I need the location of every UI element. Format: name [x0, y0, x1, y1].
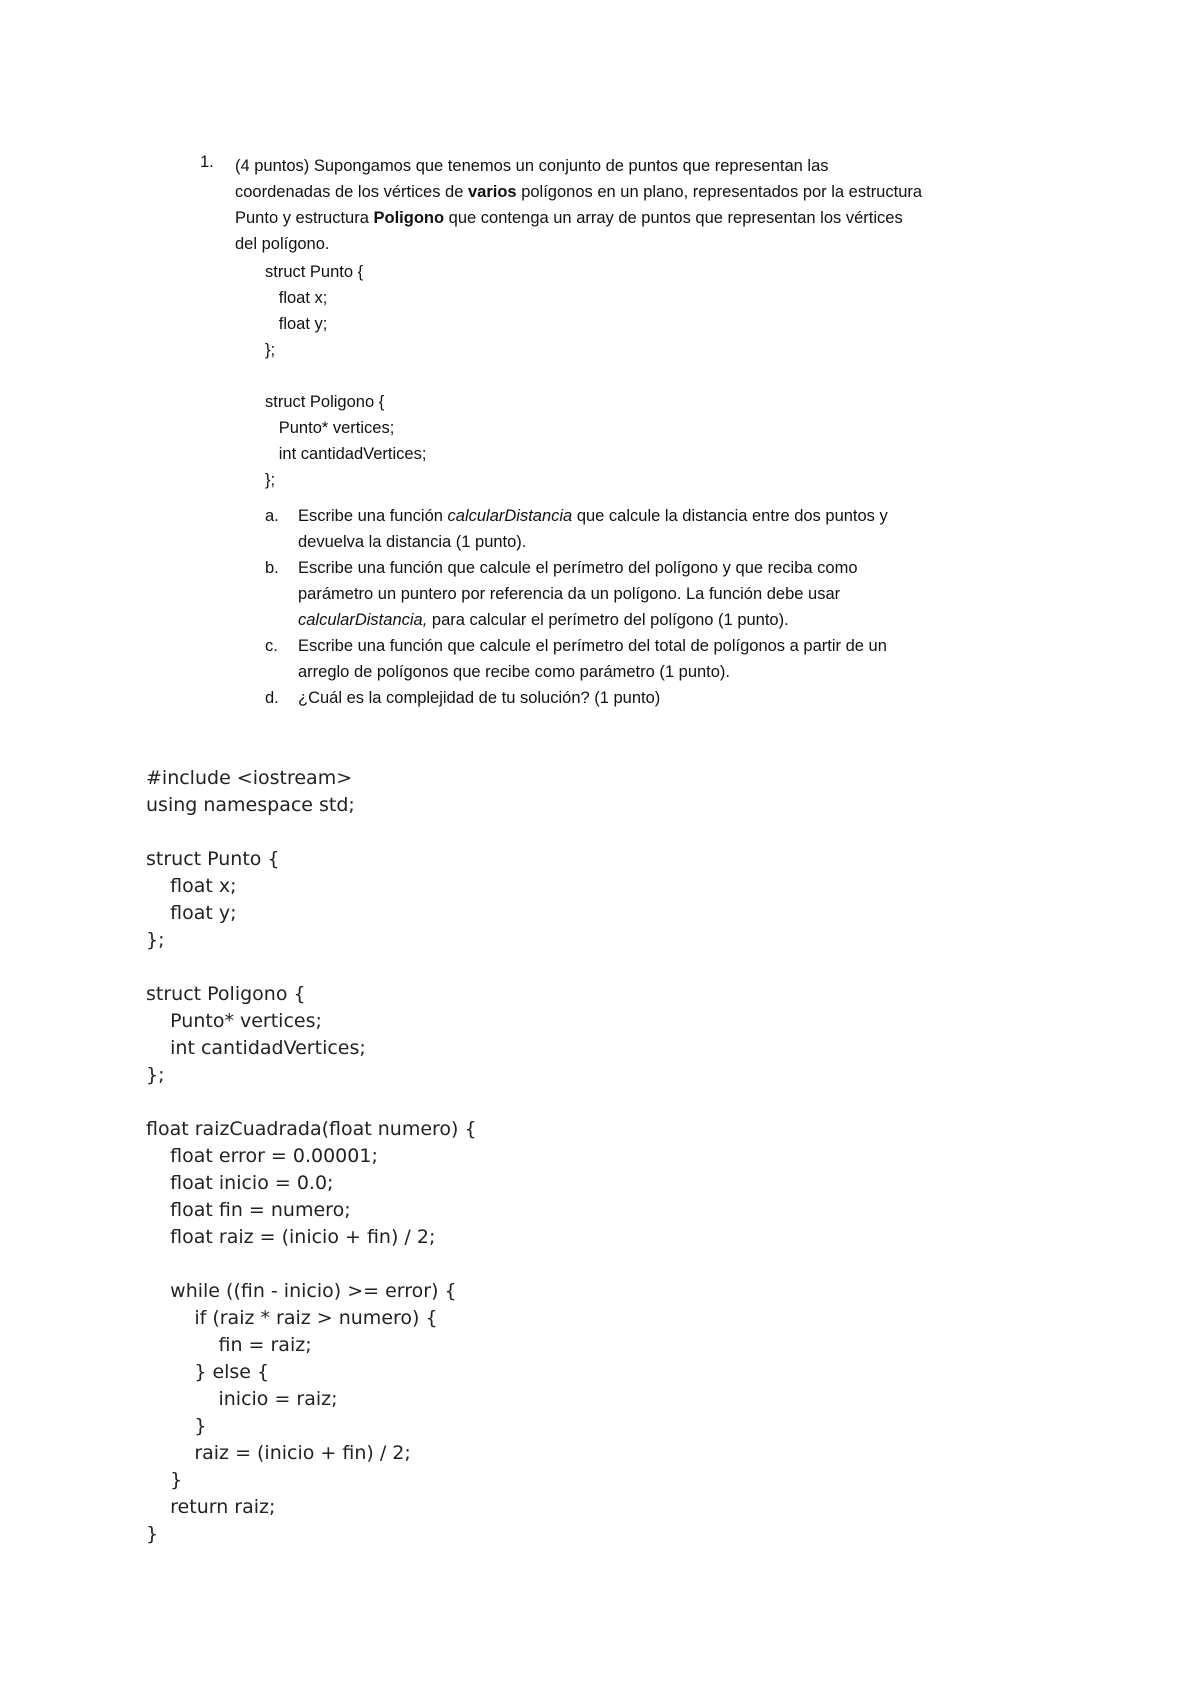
code-line: struct Poligono { [146, 983, 306, 1005]
italic-text: calcularDistancia [447, 507, 573, 525]
code-line: Punto* vertices; [146, 1010, 322, 1032]
subitem-line [298, 659, 887, 685]
text-run: (4 puntos) Supongamos que tenemos un conjunto de puntos que representan las [235, 157, 829, 175]
question-intro-line [235, 205, 922, 231]
bold-text: varios [467, 183, 517, 201]
code-line: float fin = numero; [146, 1199, 351, 1221]
code-line: float raizCuadrada(float numero) { [146, 1118, 477, 1140]
code-line: float y; [146, 902, 237, 924]
code-line: if (raiz * raiz > numero) { [146, 1307, 438, 1329]
code-line: int cantidadVertices; [146, 1037, 366, 1059]
code-line: using namespace std; [146, 794, 355, 816]
code-line [146, 1089, 477, 1116]
subitem-letter: c. [265, 637, 278, 655]
text-run: ¿Cuál es la complejidad de tu solución? (1 punto) [298, 689, 661, 707]
code-line [146, 819, 477, 846]
text-run: que contenga un array de puntos que representan los vértices [444, 209, 903, 227]
code-line: } [146, 1523, 159, 1545]
text-run: Escribe una función [298, 507, 448, 525]
struct-code-line: Punto* vertices; [265, 419, 395, 437]
subitem-line [298, 503, 888, 529]
question-1 [200, 153, 1000, 711]
code-line: } [146, 1469, 183, 1491]
code-line [146, 954, 477, 981]
subitem-b [265, 555, 1000, 633]
question-struct-code [265, 259, 1000, 493]
code-line: float x; [146, 875, 237, 897]
struct-code-line: struct Punto { [265, 263, 364, 281]
code-line: } [146, 1415, 207, 1437]
question-header [200, 153, 1000, 257]
code-line: float inicio = 0.0; [146, 1172, 334, 1194]
text-run: que calcule la distancia entre dos puntos y [572, 507, 888, 525]
subitem-line [298, 633, 887, 659]
code-line: fin = raiz; [146, 1334, 312, 1356]
text-run: coordenadas de los vértices de [235, 183, 468, 201]
text-run: Escribe una función que calcule el perímetro del polígono y que reciba como [298, 559, 858, 577]
struct-code-line: int cantidadVertices; [265, 445, 427, 463]
subitem-text [298, 503, 888, 555]
subitem-line [298, 555, 858, 581]
struct-code-line [265, 363, 1000, 389]
question-intro [235, 153, 922, 257]
text-run: parámetro un puntero por referencia da un polígono. La función debe usar [298, 585, 841, 603]
subitem-line [298, 685, 660, 711]
code-line: raiz = (inicio + fin) / 2; [146, 1442, 411, 1464]
code-line: struct Punto { [146, 848, 280, 870]
text-run: arreglo de polígonos que recibe como parámetro (1 punto). [298, 663, 731, 681]
text-run: para calcular el perímetro del polígono (1 punto). [427, 611, 789, 629]
code-line: inicio = raiz; [146, 1388, 338, 1410]
code-line: float error = 0.00001; [146, 1145, 378, 1167]
code-line: while ((fin - inicio) >= error) { [146, 1280, 457, 1302]
code-line: return raiz; [146, 1496, 276, 1518]
italic-text: calcularDistancia, [298, 611, 428, 629]
text-run: Escribe una función que calcule el perímetro del total de polígonos a partir de un [298, 637, 887, 655]
struct-code-line: float y; [265, 315, 328, 333]
subitem-letter: a. [265, 507, 279, 525]
text-run: devuelva la distancia (1 punto). [298, 533, 527, 551]
subitem-letter: d. [265, 689, 279, 707]
subitem-d [265, 685, 1000, 711]
subitem-a [265, 503, 1000, 555]
text-run: del polígono. [235, 235, 330, 253]
struct-code-line: float x; [265, 289, 328, 307]
subitem-text [298, 685, 660, 711]
bold-text: Poligono [373, 209, 445, 227]
code-line: }; [146, 1064, 165, 1086]
subitem-line [298, 581, 858, 607]
question-number: 1. [200, 153, 214, 171]
struct-code-line: }; [265, 341, 276, 359]
code-line: #include <iostream> [146, 767, 353, 789]
struct-code-line: struct Poligono { [265, 393, 385, 411]
answer-code-block [146, 765, 477, 1548]
subitem-text [298, 555, 858, 633]
text-run: polígonos en un plano, representados por la estructura [516, 183, 923, 201]
question-subitems [265, 503, 1000, 711]
code-line: }; [146, 929, 165, 951]
code-line: float raiz = (inicio + fin) / 2; [146, 1226, 436, 1248]
subitem-line [298, 529, 888, 555]
struct-code-line: }; [265, 471, 276, 489]
subitem-letter: b. [265, 559, 279, 577]
subitem-c [265, 633, 1000, 685]
subitem-text [298, 633, 887, 685]
subitem-line [298, 607, 858, 633]
question-intro-line [235, 231, 922, 257]
code-line: } else { [146, 1361, 270, 1383]
question-intro-line [235, 153, 922, 179]
text-run: Punto y estructura [235, 209, 374, 227]
question-intro-line [235, 179, 922, 205]
code-line [146, 1251, 477, 1278]
